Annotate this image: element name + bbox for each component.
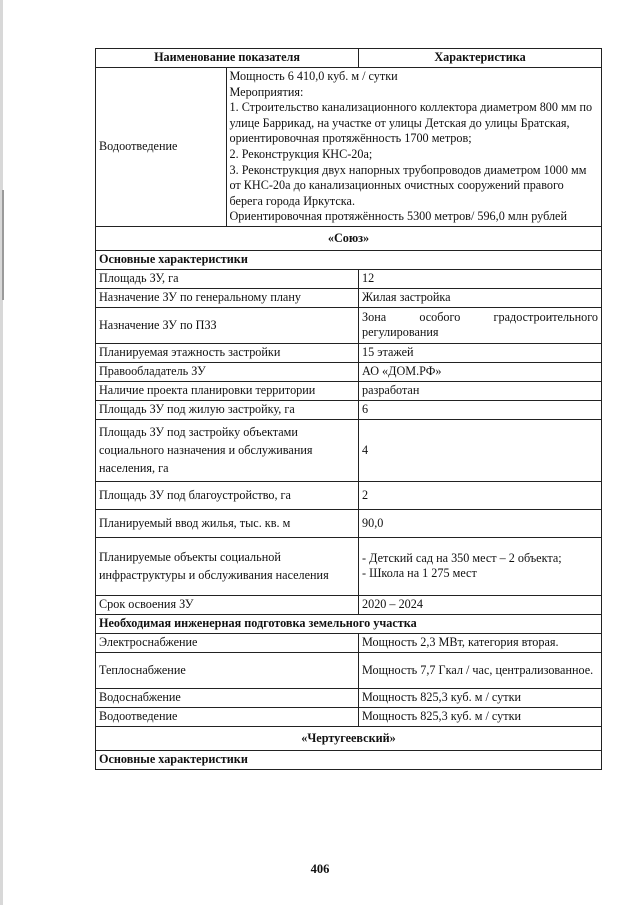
row-label: Водоотведение [96,707,359,726]
row-value: 15 этажей [359,343,602,362]
table-row [96,537,602,595]
scan-edge [0,0,3,905]
list-item: - Школа на 1 275 мест [362,566,477,581]
wastewater-measure-3: 3. Реконструкция двух напорных трубопроводов диаметром 1000 мм от КНС-20а до канализационных очистных сооружений правого берега города Иркутска. [229,162,587,208]
row-value: разработан [359,381,602,400]
wastewater-label: Водоотведение [96,68,226,226]
section-title-row [96,726,602,750]
row-label: Срок освоения ЗУ [96,595,359,614]
subheading-row [96,614,602,633]
engineering-heading: Необходимая инженерная подготовка земельного участка [96,614,602,633]
row-value: 2020 – 2024 [359,595,602,614]
row-value: 4 [359,419,602,481]
table-row [96,633,602,652]
wastewater-block-row [96,68,602,227]
row-value: Мощность 825,3 куб. м / сутки [359,688,602,707]
section-title-chertugeevsky: «Чертугеевский» [96,726,602,750]
row-value: 90,0 [359,509,602,537]
row-label: Правообладатель ЗУ [96,362,359,381]
table-row [96,419,602,481]
table-row [96,481,602,509]
row-value: 12 [359,269,602,288]
section-title-row [96,226,602,250]
section-title-soyuz: «Союз» [96,226,602,250]
table-header-row [96,49,602,68]
table-row [96,707,602,726]
wastewater-measure-1: 1. Строительство канализационного коллектора диаметром 800 мм по улице Баррикад, на участке от улицы Детская до улицы Братская, ориентировочная протяжённость 1700 метров; [229,100,593,146]
list-item: - Детский сад на 350 мест – 2 объекта; [362,550,562,565]
row-label: Планируемый ввод жилья, тыс. кв. м [96,509,359,537]
row-value: Мощность 7,7 Гкал / час, централизованное. [359,652,602,688]
wastewater-measures-title: Мероприятия: [229,84,304,99]
table-row [96,288,602,307]
table-row [96,509,602,537]
wastewater-inner [96,68,601,226]
row-label: Площадь ЗУ под благоустройство, га [96,481,359,509]
table-row [96,381,602,400]
row-value: 6 [359,400,602,419]
row-label: Площадь ЗУ под жилую застройку, га [96,400,359,419]
header-indicator: Наименование показателя [96,49,359,68]
table-row [96,652,602,688]
row-label: Наличие проекта планировки территории [96,381,359,400]
wastewater-measure-2: 2. Реконструкция КНС-20а; [229,146,373,161]
row-value: Мощность 825,3 куб. м / сутки [359,707,602,726]
indicators-table [95,48,602,770]
row-label: Площадь ЗУ, га [96,269,359,288]
row-label: Электроснабжение [96,633,359,652]
subheading-row [96,250,602,269]
table-row [96,343,602,362]
social-infrastructure-label: Планируемые объекты социальной инфраструктуры и обслуживания населения [96,537,359,595]
header-characteristic: Характеристика [359,49,602,68]
table-row [96,307,602,343]
wastewater-length-cost: Ориентировочная протяжённость 5300 метров/ 596,0 млн рублей [229,209,567,224]
row-value: Жилая застройка [359,288,602,307]
main-characteristics-heading: Основные характеристики [96,250,602,269]
row-label: Водоснабжение [96,688,359,707]
row-value: 2 [359,481,602,509]
page-number: 406 [310,862,330,876]
row-value: Мощность 2,3 МВт, категория вторая. [359,633,602,652]
wastewater-description [226,68,601,226]
main-characteristics-heading: Основные характеристики [96,750,602,769]
wastewater-capacity: Мощность 6 410,0 куб. м / сутки [229,69,398,83]
table-row [96,688,602,707]
row-label: Назначение ЗУ по генеральному плану [96,288,359,307]
subheading-row [96,750,602,769]
social-infrastructure-value [359,537,602,595]
table-row [96,400,602,419]
row-value: АО «ДОМ.РФ» [359,362,602,381]
row-label: Планируемая этажность застройки [96,343,359,362]
row-label: Теплоснабжение [96,652,359,688]
table-row [96,269,602,288]
row-label: Площадь ЗУ под застройку объектами социального назначения и обслуживания населения, га [96,419,359,481]
row-value: Зона особого градостроительного регулирования [359,307,602,343]
table-row [96,362,602,381]
table-row [96,595,602,614]
scan-edge-mark [2,190,4,300]
row-label: Назначение ЗУ по ПЗЗ [96,307,359,343]
